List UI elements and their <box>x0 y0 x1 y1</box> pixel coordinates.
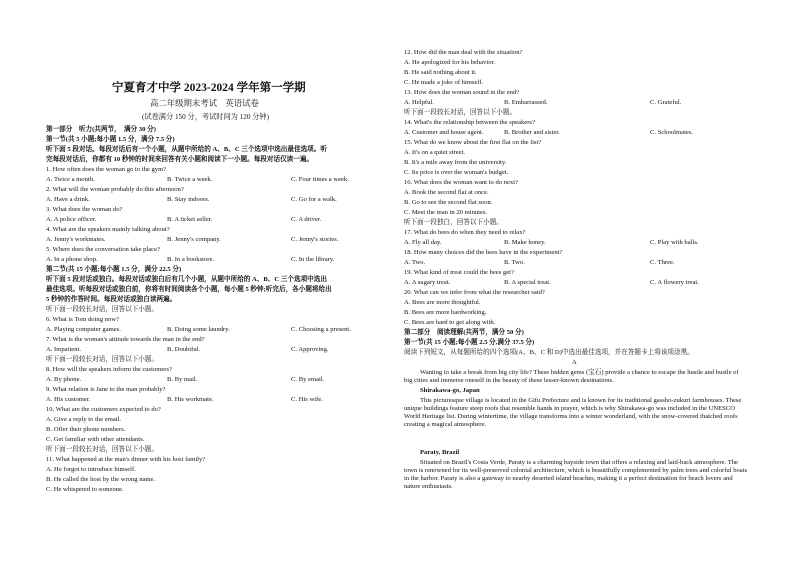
question-16: 16. What does the woman want to do next? <box>404 179 518 186</box>
passage-intro: Wanting to take a break from big city life? These hidden gems (宝石) provide a chance to escape the hustle and bustle of big cities and immerse oneself in the beauty of these lesser-known destinations. <box>404 369 739 384</box>
question-3: 3. What does the woman do? <box>46 206 123 213</box>
question-12: 12. How did the man deal with the situation? <box>404 49 523 56</box>
option-b: B. Offer their phone numbers. <box>46 426 126 433</box>
option-a: A. Impatient. <box>46 346 81 353</box>
option-b: B. Twice a week. <box>167 176 213 183</box>
option-b: B. A ticket seller. <box>167 216 213 223</box>
option-c: C. A flowery treat. <box>650 279 699 286</box>
question-4: 4. What are the speakers mainly talking about? <box>46 226 170 233</box>
option-c: C. Play with balls. <box>650 239 699 246</box>
question-15: 15. What do we know about the first flat on the list? <box>404 139 542 146</box>
option-a: A. His customer. <box>46 396 91 403</box>
section2-directions-3: 5 秒钟的作答时间。每段对话或独白读两遍。 <box>46 296 177 303</box>
option-a: A. Twice a month. <box>46 176 95 183</box>
option-c: C. A driver. <box>291 216 322 223</box>
question-8: 8. How will the speakers inform the customers? <box>46 366 172 373</box>
passage-paragraph-1: This picturesque village is located in the Gifu Prefecture and is known for its traditional gassho-zukuri farmhouses. These unique buildings feature steep roofs that resemble hands in prayer, which is why Shirakawa-go was included in the UNESCO World Heritage list. During wintertime, the village transforms into a winter wonderland, with the snow-covered thatched roofs creating a magical atmosphere. <box>404 397 742 428</box>
option-b: B. In a bookstore. <box>167 256 215 263</box>
option-a: A. Fly all day. <box>404 239 442 246</box>
option-b: B. Make honey. <box>504 239 546 246</box>
option-a: A. A sugary treat. <box>404 279 451 286</box>
option-c: C. Four times a week. <box>291 176 349 183</box>
option-c: C. His wife. <box>291 396 323 403</box>
question-10: 10. What are the customers expected to do? <box>46 406 161 413</box>
option-c: C. Choosing a present. <box>291 326 351 333</box>
section2-directions-2: 最佳选项。听每段对话或独白前，你将有时间阅读各个小题，每小题 5 秒钟;听完后，各小题将给出 <box>46 286 332 293</box>
option-a: A. Book the second flat at once. <box>404 189 489 196</box>
option-b: B. Go to see the second flat soon. <box>404 199 493 206</box>
option-a: A. Have a drink. <box>46 196 90 203</box>
option-a: A. A police officer. <box>46 216 97 223</box>
option-a: A. Two. <box>404 259 426 266</box>
option-a: A. In a phone shop. <box>46 256 98 263</box>
section2-directions-1: 听下面 5 段对话或独白。每段对话或独白后有几个小题，从题中所给的 A、B、C 三个选项中选出 <box>46 276 327 283</box>
option-a: A. Bees are more thoughtful. <box>404 299 481 306</box>
option-c: C. Schoolmates. <box>650 129 694 136</box>
question-19: 19. What kind of treat could the bees get? <box>404 269 514 276</box>
option-c: C. Grateful. <box>650 99 682 106</box>
exam-subtitle: 高二年级期末考试 英语试卷 <box>150 99 259 108</box>
question-20: 20. What can we infer from what the researcher said? <box>404 289 545 296</box>
option-c: C. Jenny's stories. <box>291 236 339 243</box>
question-18: 18. How many choices did the bees have in the experiment? <box>404 249 563 256</box>
option-b: B. By mail. <box>167 376 198 383</box>
question-17: 17. What do bees do when they need to relax? <box>404 229 526 236</box>
question-11: 11. What happened at the man's dinner with his host family? <box>46 456 206 463</box>
listening-note: 听下面一段独白，回答以下小题。 <box>404 219 503 226</box>
question-5: 5. Where does the conversation take place? <box>46 246 160 253</box>
option-a: A. It's on a quiet street. <box>404 149 466 156</box>
option-a: A. By phone. <box>46 376 82 383</box>
option-a: A. Jenny's workmates. <box>46 236 106 243</box>
option-b: B. It's a mile away from the university. <box>404 159 507 166</box>
question-7: 7. What is the woman's attitude towards the man in the end? <box>46 336 205 343</box>
option-a: A. Give a reply to the email. <box>46 416 122 423</box>
option-b: B. Bees are more hardworking. <box>404 309 487 316</box>
option-c: C. Three. <box>650 259 675 266</box>
option-c: C. Approving. <box>291 346 329 353</box>
question-13: 13. How does the woman sound in the end? <box>404 89 520 96</box>
section1-heading: 第一节(共 5 小题;每小题 1.5 分，满分 7.5 分) <box>46 136 175 143</box>
option-b: B. He called the host by the wrong name. <box>46 476 156 483</box>
option-a: A. Playing computer games. <box>46 326 121 333</box>
listening-note: 听下面一段较长对话，回答以下小题。 <box>46 306 159 313</box>
passage-letter: A <box>572 359 577 366</box>
option-a: A. Helpful. <box>404 99 434 106</box>
option-b: B. Brother and sister. <box>504 129 560 136</box>
option-b: B. Two. <box>504 259 525 266</box>
option-c: C. Its price is over the woman's budget. <box>404 169 509 176</box>
option-b: B. His workmate. <box>167 396 214 403</box>
option-c: C. Get familiar with other attendants. <box>46 436 145 443</box>
option-c: C. By email. <box>291 376 325 383</box>
option-a: A. Customer and house agent. <box>404 129 484 136</box>
option-b: B. He said nothing about it. <box>404 69 477 76</box>
part1-heading: 第一部分 听力(共两节， 满分 30 分) <box>46 126 156 133</box>
option-c: C. In the library. <box>291 256 335 263</box>
exam-info: (试卷满分 150 分，考试时间为 120 分钟) <box>142 113 269 121</box>
option-c: C. Go for a walk. <box>291 196 337 203</box>
option-c: C. Meet the man in 20 minutes. <box>404 209 488 216</box>
question-14: 14. What's the relationship between the speakers? <box>404 119 535 126</box>
option-b: B. Jenny's company. <box>167 236 221 243</box>
option-c: C. He made a joke of himself. <box>404 79 484 86</box>
question-9: 9. What relation is Jane to the man probably? <box>46 386 166 393</box>
option-c: C. He whispered to someone. <box>46 486 124 493</box>
passage-paragraph-2: Situated on Brazil's Costa Verde, Paraty is a charming bayside town that offers a relaxing and laid-back atmosphere. The town is renowned for its well-preserved colonial architecture, which is beautifully complemented by palm trees and colorful boats in the harbor. Paraty is also a gateway to nearby deserted island beaches, making it a perfect destination for beach lovers and nature enthusiasts. <box>404 459 748 490</box>
section2-heading: 第二节(共 15 小题;每小题 1.5 分，满分 22.5 分) <box>46 266 182 273</box>
reading-directions: 阅读下列短文，从每题所给的四个选项(A、B、C 和 D)中选出最佳选项，并在答题卡上将该项涂黑。 <box>404 349 694 356</box>
option-a: A. He apologized for his behavior. <box>404 59 496 66</box>
option-b: B. Stay indoors. <box>167 196 210 203</box>
question-2: 2. What will the woman probably do this afternoon? <box>46 186 184 193</box>
section1-directions-2: 完每段对话后，你都有 10 秒钟的时间来回答有关小题和阅读下一小题。每段对话仅读一遍。 <box>46 156 314 163</box>
place-heading-1: Shirakawa-go, Japan <box>420 387 480 394</box>
option-c: C. Bees are hard to get along with. <box>404 319 496 326</box>
option-b: B. A special treat. <box>504 279 551 286</box>
place-heading-2: Paraty, Brazil <box>420 449 460 456</box>
option-b: B. Doubtful. <box>167 346 201 353</box>
exam-title: 宁夏育才中学 2023-2024 学年第一学期 <box>112 82 306 94</box>
listening-note: 听下面一段较长对话，回答以下小题。 <box>404 109 517 116</box>
listening-note: 听下面一段较长对话，回答以下小题。 <box>46 446 159 453</box>
option-b: B. Embarrassed. <box>504 99 548 106</box>
section1-directions-1: 听下面 5 段对话。每段对话后有一个小题，从题中所给的 A、B、C 三个选项中选出最佳选项。听 <box>46 146 327 153</box>
reading-section1-heading: 第一节(共 15 小题;每小题 2.5 分,满分 37.5 分) <box>404 339 535 346</box>
option-b: B. Doing some laundry. <box>167 326 230 333</box>
option-a: A. He forgot to introduce himself. <box>46 466 136 473</box>
question-1: 1. How often does the woman go to the gym? <box>46 166 167 173</box>
question-6: 6. What is Tom doing now? <box>46 316 119 323</box>
part2-heading: 第二部分 阅读理解(共两节，满分 50 分) <box>404 329 524 336</box>
listening-note: 听下面一段较长对话，回答以下小题。 <box>46 356 159 363</box>
